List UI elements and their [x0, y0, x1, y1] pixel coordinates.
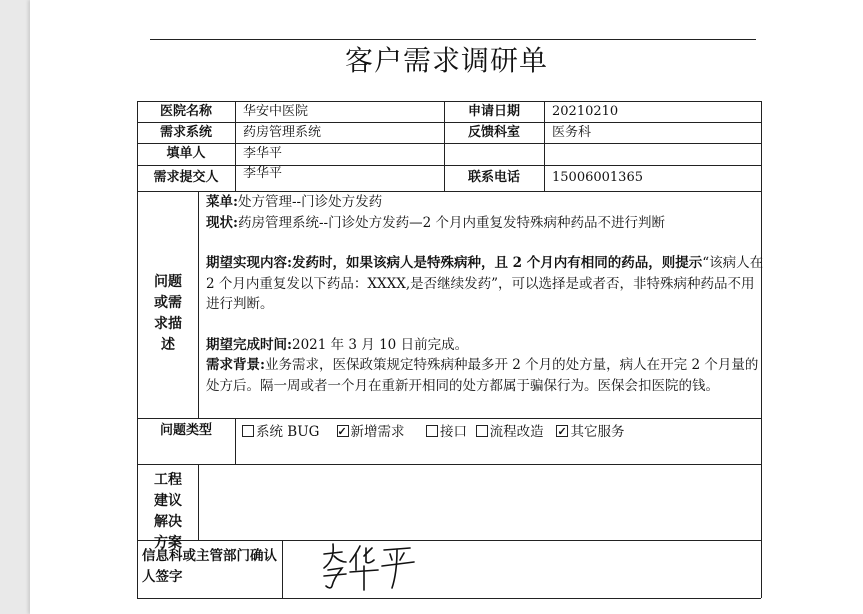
system-value: 药房管理系统: [243, 125, 322, 140]
problem-label: 问题或需求描述: [154, 274, 182, 353]
checked-checkbox-icon: [337, 425, 349, 437]
phone-value: 15006001365: [552, 170, 643, 185]
engineering-label: 工程建议解决方案: [154, 472, 182, 551]
dept-label: 反馈科室: [467, 125, 520, 140]
title-rule: [150, 39, 756, 40]
submitter-value: 李华平: [243, 166, 283, 181]
checkbox-icon: [476, 425, 488, 437]
phone-label: 联系电话: [467, 170, 520, 185]
background-value: 业务需求，医保政策规定特殊病种最多开 2 个月的处方量，病人在开完 2 个月量的处方后。隔一周或者一个月在重新开相同的处方都属于骗保行为。医保会扣医院的钱。: [206, 357, 759, 394]
checked-checkbox-icon: [556, 425, 568, 437]
handwritten-signature: [320, 540, 420, 596]
problem-type-options: [242, 421, 757, 443]
deadline-value: 2021 年 3 月 10 日前完成。: [291, 336, 469, 353]
filler-label: 填单人: [166, 146, 206, 161]
apply-date-label: 申请日期: [467, 104, 520, 119]
expect-label: 期望实现内容:: [206, 255, 292, 271]
option-interface[interactable]: 接口: [426, 424, 467, 440]
checkbox-icon: [426, 425, 438, 437]
deadline-label: 期望完成时间:: [206, 336, 292, 353]
document-title: 客户需求调研单: [344, 44, 548, 77]
expect-rest: “该病人在 2 个月内重复发以下药品：XXXX,是否继续发药”，可以选择是或者否，非特殊病种药品不用进行判断。: [206, 255, 764, 312]
menu-value: 处方管理--门诊处方发药: [237, 194, 383, 210]
option-process-improvement[interactable]: 流程改造: [476, 424, 544, 440]
system-label: 需求系统: [159, 125, 212, 140]
document-page: [30, 0, 863, 614]
option-new-requirement[interactable]: ✓ 新增需求: [337, 424, 405, 440]
option-other-service[interactable]: ✓ 其它服务: [556, 424, 624, 440]
apply-date-value: 20210210: [552, 104, 619, 119]
dept-value: 医务科: [552, 125, 592, 140]
hospital-label: 医院名称: [159, 104, 212, 119]
menu-label: 菜单:: [206, 194, 238, 210]
background-label: 需求背景:: [206, 357, 265, 373]
filler-value: 李华平: [243, 146, 283, 161]
engineering-content[interactable]: [199, 465, 760, 539]
hospital-value: 华安中医院: [243, 104, 309, 119]
checkbox-icon: [242, 425, 254, 437]
expect-bold: 发药时，如果该病人是特殊病种，且 2 个月内有相同的药品，则提示: [291, 255, 703, 271]
status-value: 药房管理系统--门诊处方发药—2 个月内重复发特殊病种药品不进行判断: [237, 214, 665, 231]
problem-description: [206, 192, 766, 396]
problem-type-label: 问题类型: [159, 423, 212, 438]
confirm-label: 信息科或主管部门确认人签字: [142, 548, 277, 585]
submitter-label: 需求提交人: [153, 170, 219, 185]
status-label: 现状:: [206, 214, 238, 231]
option-system-bug[interactable]: 系统 BUG: [242, 424, 319, 440]
